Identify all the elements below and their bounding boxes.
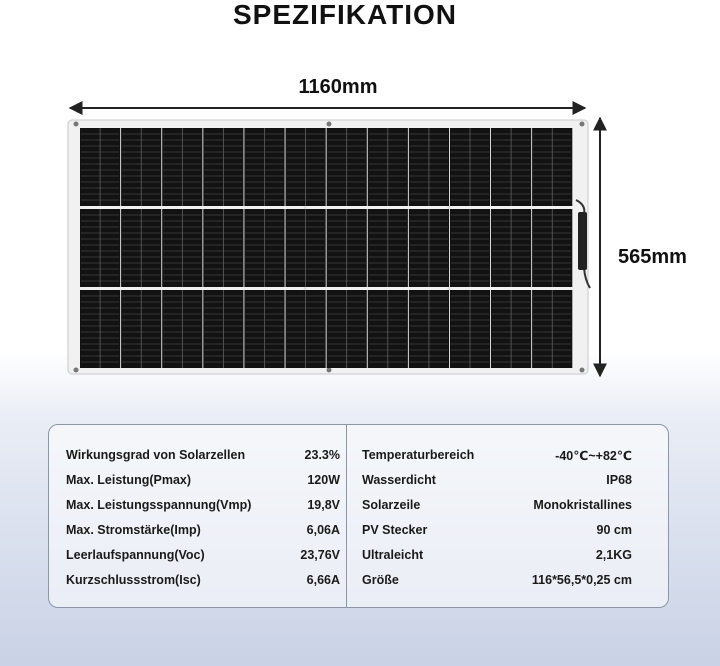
spec-value: 6,06A [306,523,340,537]
page-title: SPEZIFIKATION [232,0,458,30]
spec-label: Größe [362,573,399,587]
mount-hole [74,368,79,373]
spec-value: 23,76V [300,548,340,562]
spec-value: 6,66A [306,573,340,587]
spec-label: Temperaturbereich [362,448,475,462]
mount-hole [580,122,585,127]
spec-value: 19,8V [307,498,340,512]
spec-label: Wasserdicht [362,473,436,487]
spec-value: 116*56,5*0,25 cm [531,573,632,587]
mount-hole [580,368,585,373]
spec-value: IP68 [606,473,632,487]
spec-value: 2,1KG [595,548,632,562]
spec-label: PV Stecker [362,523,428,537]
spec-label: Max. Stromstärke(Imp) [66,523,201,537]
spec-value: 120W [307,473,340,487]
junction-box [578,212,587,270]
mount-hole [327,368,332,373]
spec-table-divider [346,424,347,608]
spec-label: Leerlaufspannung(Voc) [66,548,205,562]
width-dimension-label: 1160mm [298,76,378,98]
spec-value: 90 cm [596,523,632,537]
mount-hole [74,122,79,127]
spec-value: 23.3% [304,448,340,462]
spec-label: Max. Leistungsspannung(Vmp) [66,498,252,512]
spec-label: Kurzschlussstrom(Isc) [66,573,201,587]
spec-value: -40℃~+82℃ [555,449,632,463]
spec-value: Monokristallines [533,498,632,512]
spec-label: Solarzeile [362,498,421,512]
spec-label: Max. Leistung(Pmax) [66,473,192,487]
height-dimension-label: 565mm [618,246,687,268]
spec-label: Ultraleicht [362,548,424,562]
mount-hole [327,122,332,127]
spec-label: Wirkungsgrad von Solarzellen [66,448,246,462]
